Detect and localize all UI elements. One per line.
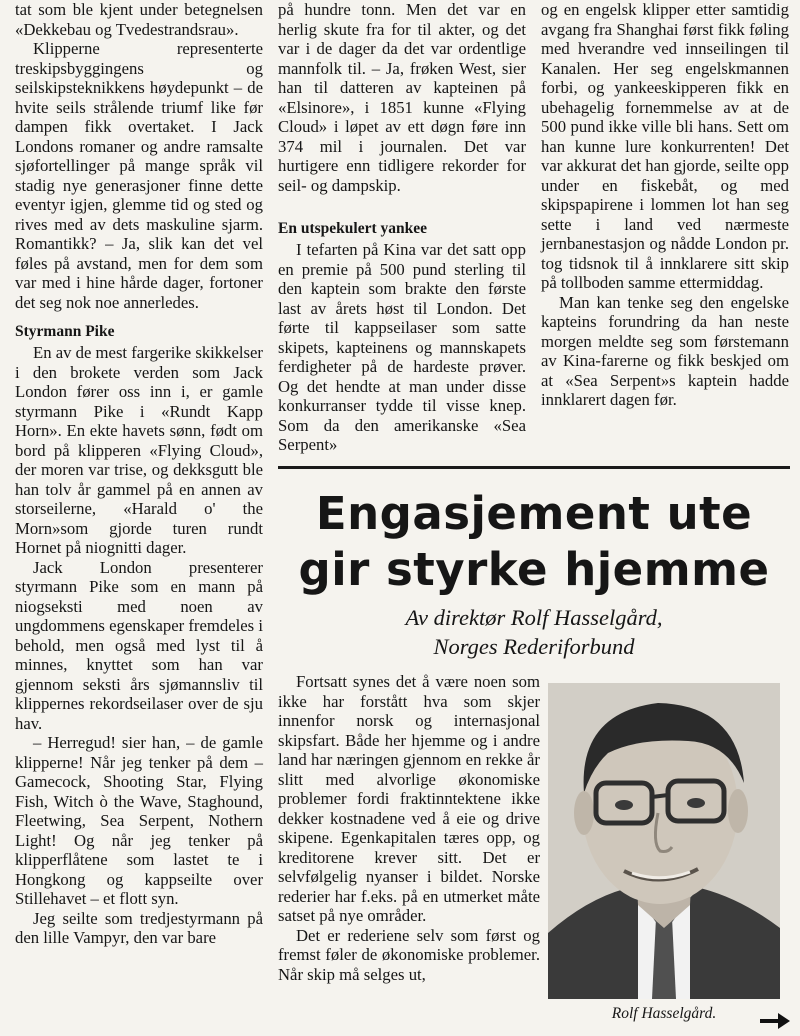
portrait-photo	[548, 683, 780, 999]
paragraph: Man kan tenke seg den engelske kapteins forundring da han neste morgen meldte seg som førstemann av Kina-farerne og fikk beskjed om at «Sea Serpent»s kaptein hadde innklarert dagen før.	[541, 292, 789, 409]
photo-caption: Rolf Hasselgård.	[611, 1005, 717, 1022]
column-1	[15, 0, 263, 948]
paragraph: En av de mest fargerike skikkelser i den brokete verden som Jack London fører oss inn i, er gamle styrmann Pike i «Rundt Kapp Horn». En ekte havets sønn, født om bord på klipperen «Flying Cloud», der moren var trise, og dekksgutt ble han tolv år gammel på en annen av storseilerne, «Harald o' the Morn»som gjorde turen rundt Hornet på niognitti dager.	[15, 343, 263, 557]
portrait-image	[548, 683, 780, 999]
subheading-styrmann-pike: Styrmann Pike	[15, 323, 115, 340]
paragraph: tat som ble kjent under betegnelsen «Dekkebau og Tvedestrandsrau».	[15, 0, 263, 39]
article-byline	[278, 603, 790, 661]
headline-line-2: gir styrke hjemme	[298, 543, 770, 596]
column-2	[278, 0, 526, 455]
paragraph: Fortsatt synes det å være noen som ikke har forstått hva som skjer innenfor norsk og internasjonal skipsfart. Både her hjemme og i andre land har næringen gjennom en rekke år slitt med alvorlige økonomiske problemer fordi fraktinntektene ikke dekker kostnadene ved å eie og drive skipene. Egenkapitalen tæres opp, og kreditorene krever sitt. Det er selvfølgelig nyanser i bildet. Norske rederier har f.eks. på en utmerket måte satset på nye områder.	[278, 672, 540, 925]
paragraph: Klipperne representerte treskipsbyggingens og seilskipsteknikkens høydepunkt – de hvite seils strålende triumf like før dampen fikk overtaket. I Jack Londons romaner og andre ramsalte sjøfortellinger på mange språk vil stadig nye generasjoner finne dette eventyr igjen, glemme tid og sted og rives med av dets maskuline sjarm. Romantikk? – Ja, slik kan det vel føles på avstand, men for dem som var med i hine hårde dager, fortoner det seg nok noe annerledes.	[15, 39, 263, 312]
subheading-utspekulert-yankee: En utspekulert yankee	[278, 220, 427, 237]
article-body	[278, 672, 540, 984]
paragraph: Det er rederiene selv som først og fremst føler de økonomiske problemer. Når skip må selges ut,	[278, 925, 540, 984]
paragraph: I tefarten på Kina var det satt opp en premie på 500 pund sterling til den kaptein som brakte den første last av årets høst til London. Det førte til kappseilaser som satte skipets, kapteinens og mannskapets ferdigheter på de hardeste prøver. Og det hendte at man under disse konkurranser tydde til visse knep. Som da den amerikanske «Sea Serpent»	[278, 240, 526, 454]
article-headline	[278, 486, 790, 598]
paragraph: – Herregud! sier han, – de gamle klipperne! Når jeg tenker på dem – Gamecock, Shooting Star, Flying Fish, Witch ò the Wave, Staghound, Fleetwing, Sea Serpent, Nothern Light! Og når jeg tenker på klipperflåtene som lastet te i Hongkong og kappseilte over Stillehavet – et flott syn.	[15, 733, 263, 908]
section-divider	[278, 466, 790, 469]
paragraph: på hundre tonn. Men det var en herlig skute fra for til akter, og det var i de dager da det var ordentlige mannfolk til. – Ja, frøken West, sier han til datteren av kapteinen på «Elsinore», i 1851 kunne «Flying Cloud» i løpet av ett døgn føre inn 374 mil i journalen. Det var hurtigere enn tidligere rekorder for seil- og dampskip.	[278, 0, 526, 195]
arrow-right-icon	[760, 1012, 790, 1030]
paragraph: Jack London presenterer styrmann Pike som en mann på niogseksti med noen av ungdommens egenskaper fremdeles i behold, men også med lyst til å minnes, knyttet som han var gjennom seksti års sjømannsliv til klippernes rekordseilaser over de sju hav.	[15, 557, 263, 733]
column-3	[541, 0, 789, 410]
paragraph: og en engelsk klipper etter samtidig avgang fra Shanghai først fikk føling med hverandre ved innseilingen til Kanalen. Her seg engelskmannen forbi, og yankeeskipperen fikk en ubehagelig fornemmelse av at de 500 pund ikke ville bli hans. Sett om han kunne lure konkurrenten! Det var akkurat det han gjorde, seilte opp under en fiskebåt, og med skipspapirene i lommen lot han seg sette i land ved nærmeste jernbanestasjon og nådde London pr. tog tidsnok til å innklarere sitt skip på tollboden samme ettermiddag.	[541, 0, 789, 292]
byline-line-1: Av direktør Rolf Hasselgård,	[405, 605, 663, 630]
paragraph: Jeg seilte som tredjestyrmann på den lille Vampyr, den var bare	[15, 908, 263, 947]
byline-line-2: Norges Rederiforbund	[433, 634, 635, 659]
headline-line-1: Engasjement ute	[315, 487, 753, 540]
